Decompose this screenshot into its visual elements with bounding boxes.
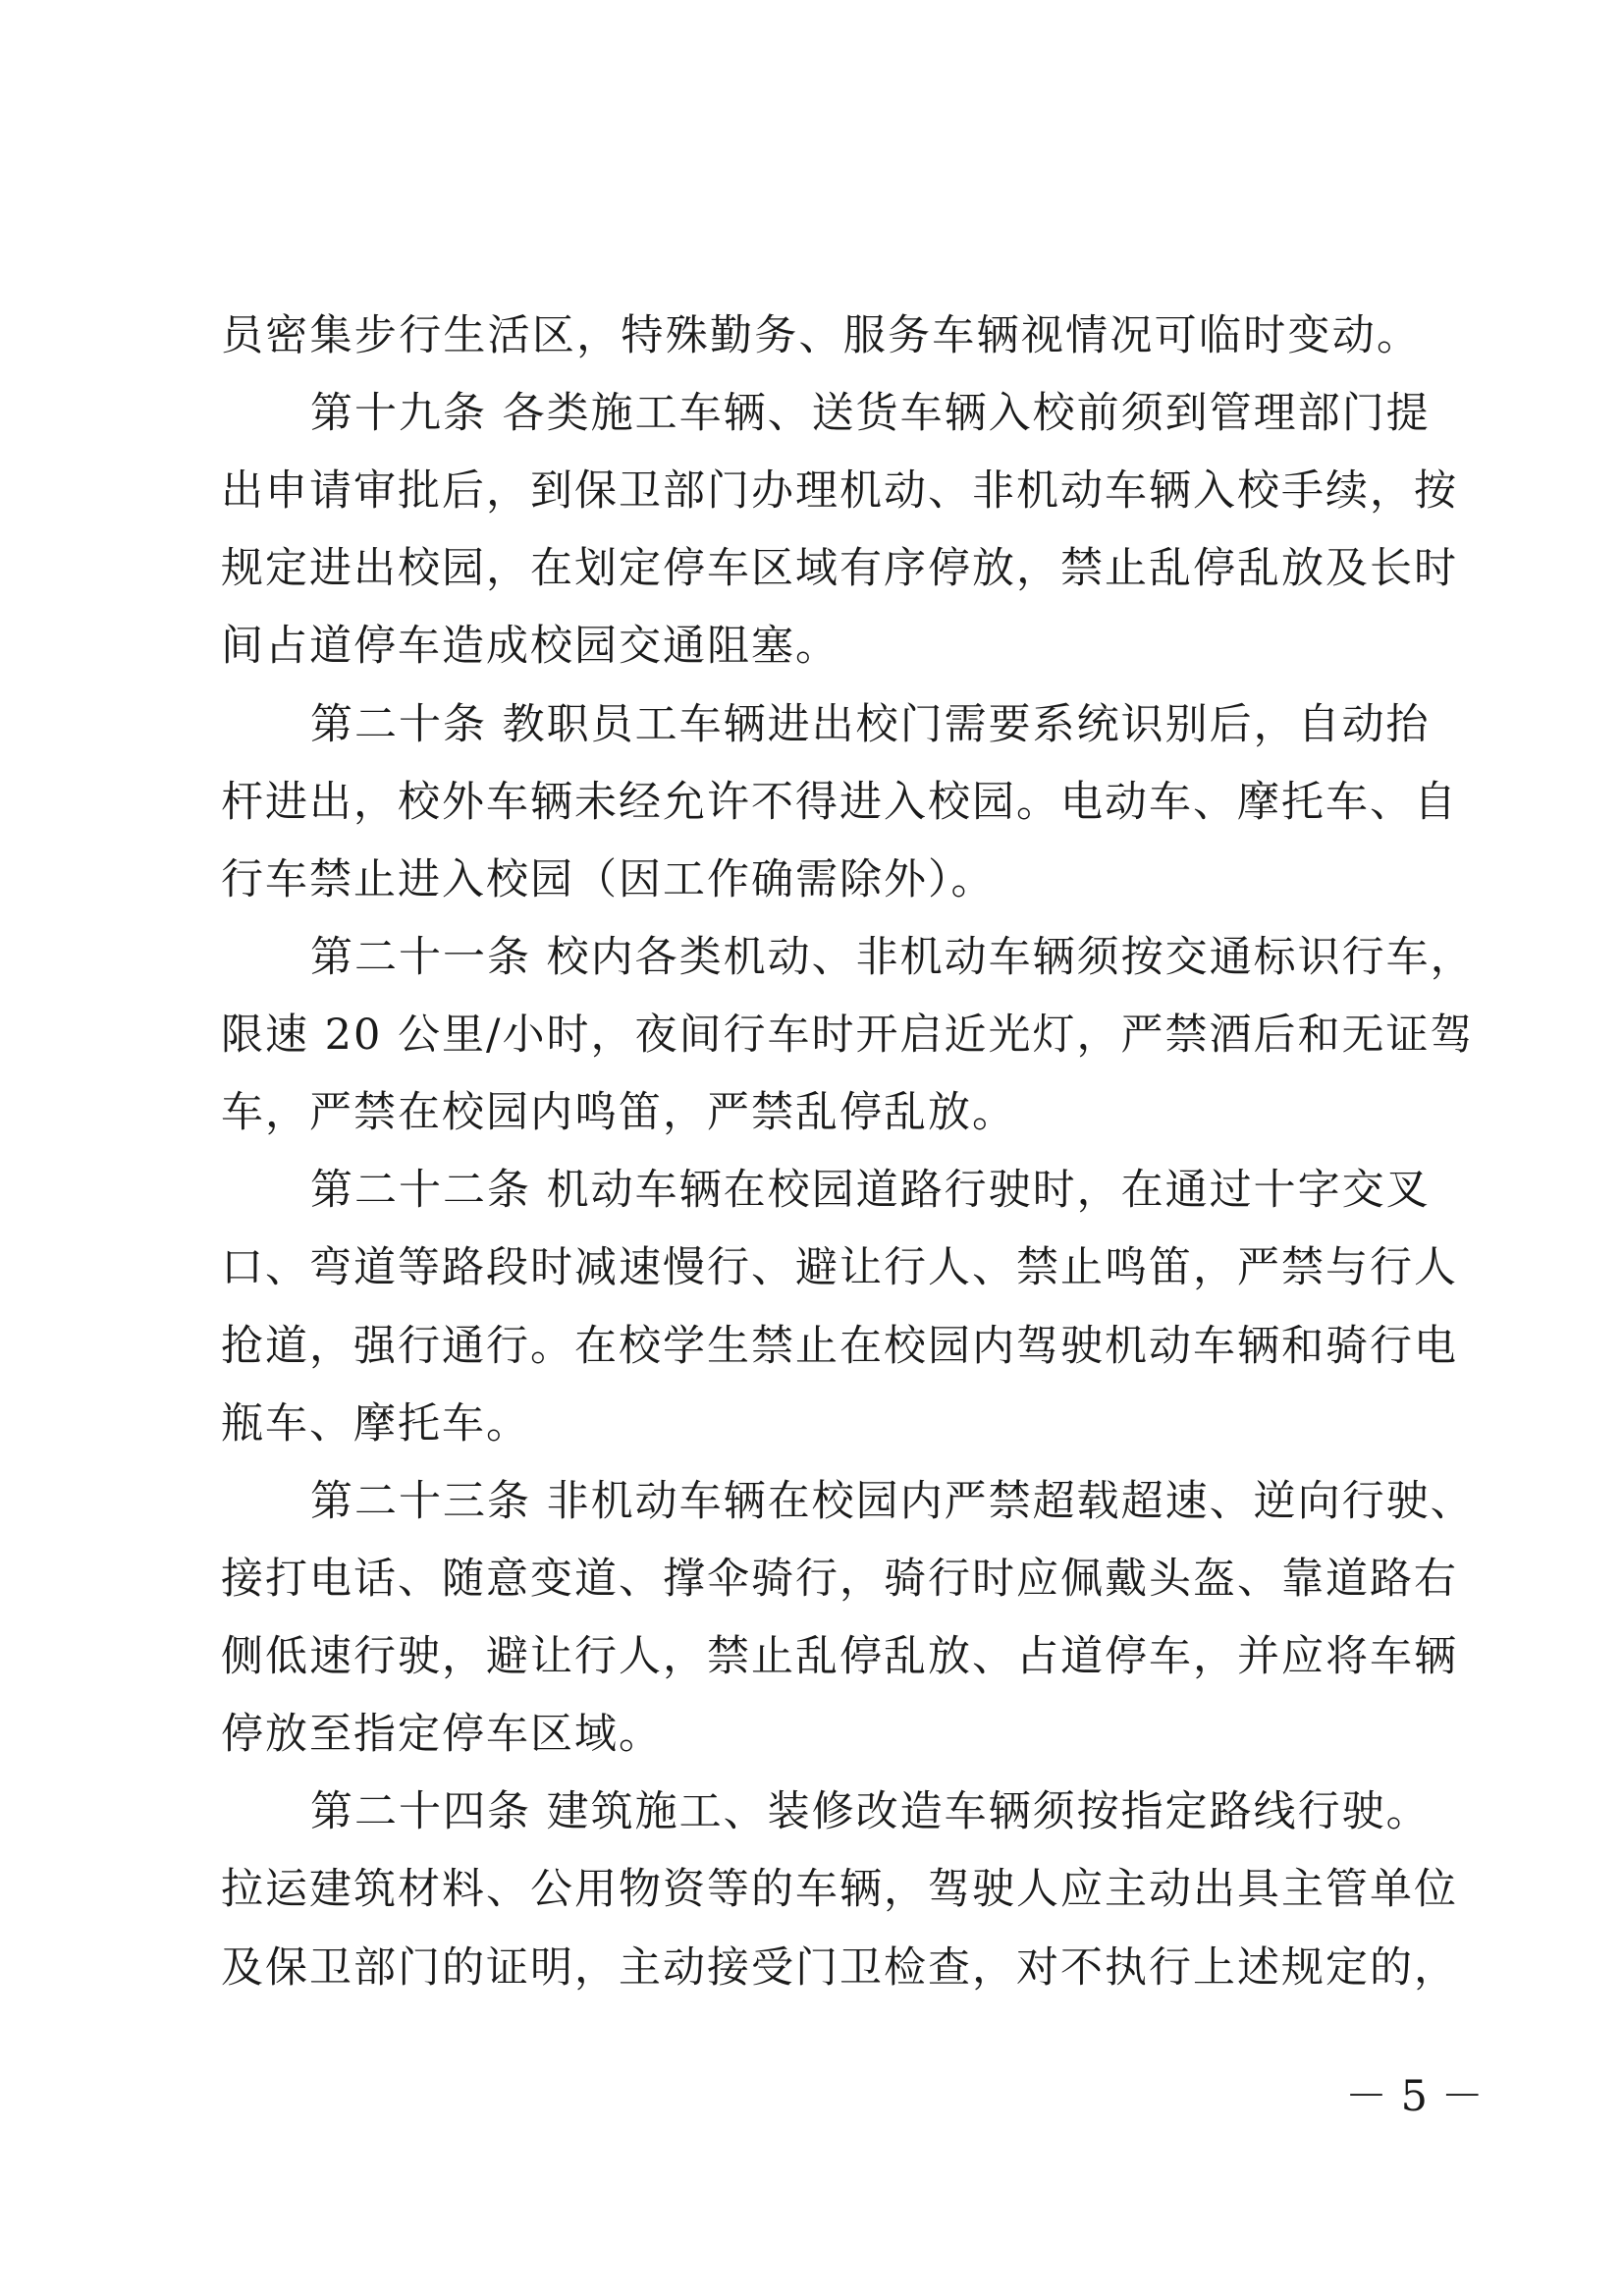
- article-20-heading-line: 第二十条 教职员工车辆进出校门需要系统识别后，自动抬: [310, 700, 1431, 749]
- text-line: 侧低速行驶，避让行人，禁止乱停乱放、占道停车，并应将车辆: [221, 1632, 1458, 1681]
- text-line: 瓶车、摩托车。: [221, 1399, 530, 1449]
- text-line: 规定进出校园，在划定停车区域有序停放，禁止乱停乱放及长时: [221, 544, 1458, 593]
- text-line: 间占道停车造成校园交通阻塞。: [221, 622, 839, 671]
- text-line: 及保卫部门的证明，主动接受门卫检查，对不执行上述规定的，: [221, 1943, 1458, 1993]
- text-line: 停放至指定停车区域。: [221, 1710, 663, 1759]
- text-line: 车，严禁在校园内鸣笛，严禁乱停乱放。: [221, 1088, 1016, 1137]
- article-19-heading-line: 第十九条 各类施工车辆、送货车辆入校前须到管理部门提: [310, 389, 1431, 438]
- text-line: 限速 20 公里/小时，夜间行车时开启近光灯，严禁酒后和无证驾: [221, 1011, 1475, 1060]
- text-line: 杆进出，校外车辆未经允许不得进入校园。电动车、摩托车、自: [221, 778, 1458, 827]
- article-24-heading-line: 第二十四条 建筑施工、装修改造车辆须按指定路线行驶。: [310, 1787, 1431, 1836]
- text-line: 抢道，强行通行。在校学生禁止在校园内驾驶机动车辆和骑行电: [221, 1322, 1458, 1371]
- text-line: 口、弯道等路段时减速慢行、避让行人、禁止鸣笛，严禁与行人: [221, 1243, 1458, 1292]
- page-number: － 5 －: [1345, 2072, 1484, 2121]
- text-line: 拉运建筑材料、公用物资等的车辆，驾驶人应主动出具主管单位: [221, 1865, 1458, 1914]
- text-line: 接打电话、随意变道、撑伞骑行，骑行时应佩戴头盔、靠道路右: [221, 1555, 1458, 1604]
- text-line: 出申请审批后，到保卫部门办理机动、非机动车辆入校手续，按: [221, 466, 1458, 516]
- article-21-heading-line: 第二十一条 校内各类机动、非机动车辆须按交通标识行车，: [310, 933, 1475, 982]
- text-line: 员密集步行生活区，特殊勤务、服务车辆视情况可临时变动。: [221, 311, 1421, 360]
- article-23-heading-line: 第二十三条 非机动车辆在校园内严禁超载超速、逆向行驶、: [310, 1477, 1475, 1526]
- article-22-heading-line: 第二十二条 机动车辆在校园道路行驶时，在通过十字交叉: [310, 1166, 1431, 1215]
- text-line: 行车禁止进入校园（因工作确需除外）。: [221, 855, 996, 904]
